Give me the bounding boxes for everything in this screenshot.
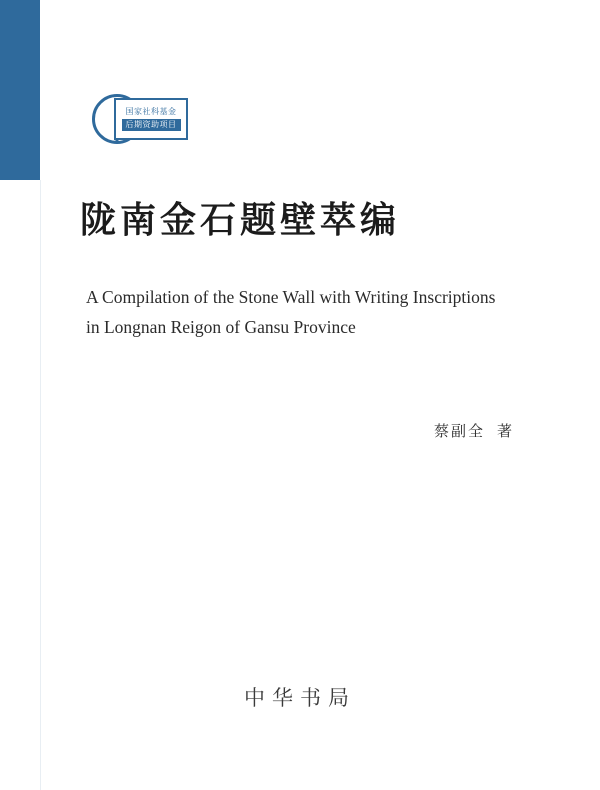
- spine-accent-band: [0, 0, 40, 180]
- fund-seal-icon: [92, 92, 188, 148]
- subtitle-english: [86, 282, 526, 342]
- subtitle-english-line-1: A Compilation of the Stone Wall with Writing Inscriptions: [86, 287, 496, 307]
- author-byline: [434, 420, 514, 441]
- seal-text-box: [114, 98, 188, 140]
- seal-line-1: 国家社科基金: [125, 107, 177, 116]
- seal-line-2: 后期资助项目: [122, 119, 181, 131]
- page-title: 陇南金石题壁萃编: [80, 199, 401, 241]
- publisher-name: 中华书局: [244, 686, 356, 710]
- author-role: 著: [496, 422, 514, 440]
- subtitle-english-line-2: in Longnan Reigon of Gansu Province: [86, 317, 356, 337]
- author-name: 蔡副全: [433, 422, 485, 440]
